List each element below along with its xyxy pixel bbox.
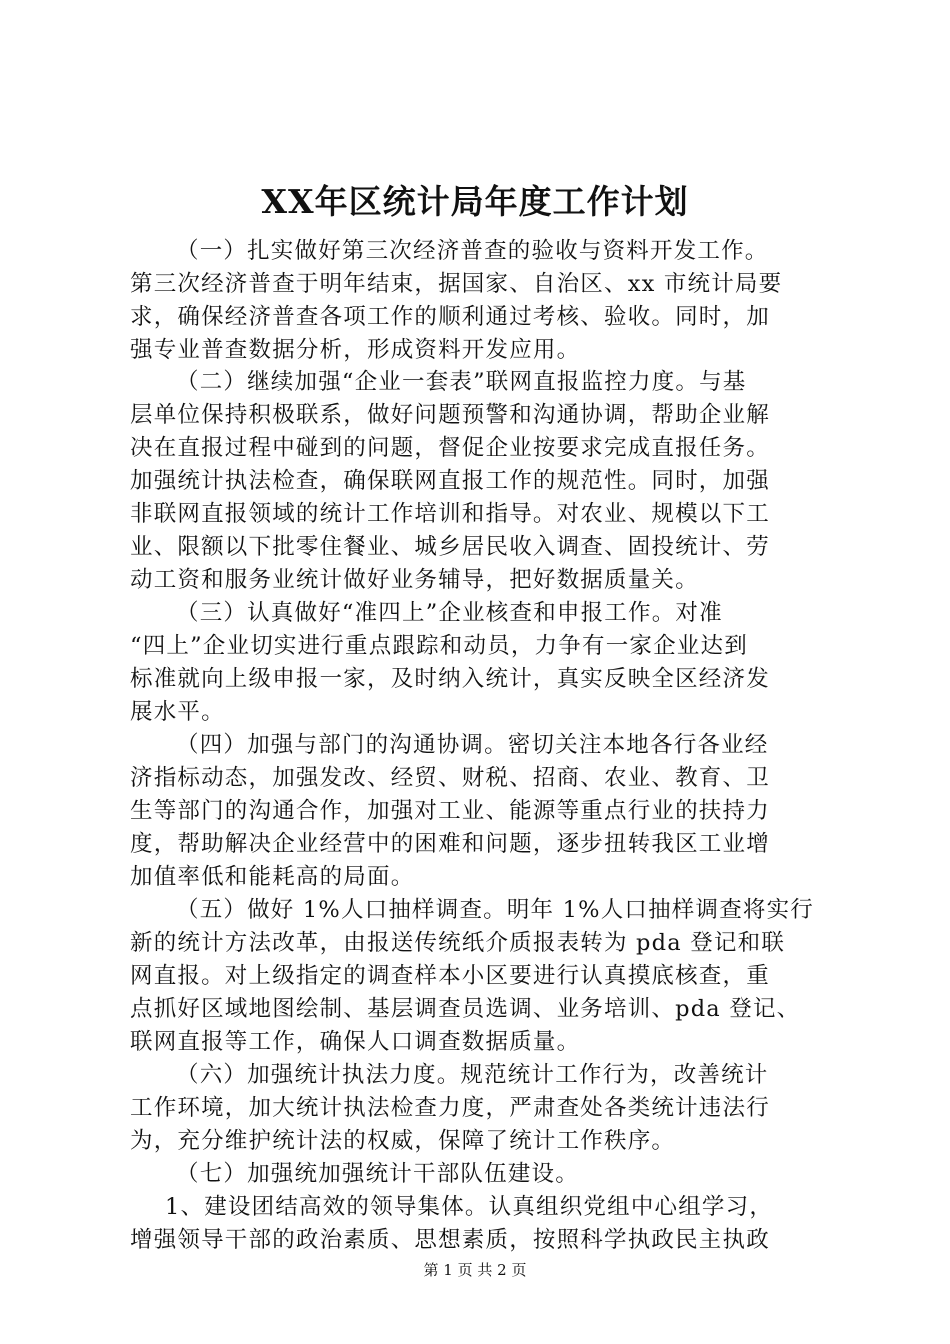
body-line: 工作环境，加大统计执法检查力度，严肃查处各类统计违法行 [130,1095,770,1121]
body-line: 点抓好区域地图绘制、基层调查员选调、业务培训、pda 登记、 [130,996,801,1022]
body-line: 为，充分维护统计法的权威，保障了统计工作秩序。 [130,1128,676,1154]
body-line: 动工资和服务业统计做好业务辅导，把好数据质量关。 [130,567,699,593]
body-line: 新的统计方法改革，由报送传统纸介质报表转为 pda 登记和联 [130,930,786,956]
body-line: 层单位保持积极联系，做好问题预警和沟通协调，帮助企业解 [130,402,770,428]
body-line: 求，确保经济普查各项工作的顺利通过考核、验收。同时，加 [130,304,770,330]
body-line: （五）做好 1%人口抽样调查。明年 1%人口抽样调查将实行 [176,897,814,923]
body-line: 加值率低和能耗高的局面。 [130,864,415,890]
body-line: 1、建设团结高效的领导集体。认真组织党组中心组学习， [165,1194,774,1220]
body-line: （三）认真做好“准四上”企业核查和申报工作。对准 [176,600,723,626]
body-line: 强专业普查数据分析，形成资料开发应用。 [130,337,581,363]
body-line: 展水平。 [130,699,225,725]
page-number: 第 1 页 共 2 页 [423,1261,527,1279]
body-line: 业、限额以下批零住餐业、城乡居民收入调查、固投统计、劳 [130,534,770,560]
body-line: （二）继续加强“企业一套表”联网直报监控力度。与基 [176,369,747,395]
body-line: 第三次经济普查于明年结束，据国家、自治区、xx 市统计局要 [130,271,783,297]
body-line: 济指标动态，加强发改、经贸、财税、招商、农业、教育、卫 [130,765,770,791]
body-line: 网直报。对上级指定的调查样本小区要进行认真摸底核查，重 [130,963,770,989]
body-line: （一）扎实做好第三次经济普查的验收与资料开发工作。 [176,238,769,264]
body-line: （七）加强统加强统计干部队伍建设。 [176,1161,579,1187]
body-line: 增强领导干部的政治素质、思想素质，按照科学执政民主执政 [130,1227,770,1253]
body-line: 度，帮助解决企业经营中的困难和问题，逐步扭转我区工业增 [130,831,770,857]
body-line: （六）加强统计执法力度。规范统计工作行为，改善统计 [176,1062,769,1088]
body-line: 联网直报等工作，确保人口调查数据质量。 [130,1029,581,1055]
body-line: 非联网直报领域的统计工作培训和指导。对农业、规模以下工 [130,501,770,527]
body-line: 标准就向上级申报一家，及时纳入统计，真实反映全区经济发 [130,666,770,692]
document-title: XX年区统计局年度工作计划 [261,182,689,221]
body-line: 生等部门的沟通合作，加强对工业、能源等重点行业的扶持力 [130,798,770,824]
body-line: 决在直报过程中碰到的问题，督促企业按要求完成直报任务。 [130,435,770,461]
body-line: 加强统计执法检查，确保联网直报工作的规范性。同时，加强 [130,468,770,494]
body-line: “四上”企业切实进行重点跟踪和动员，力争有一家企业达到 [130,633,748,659]
body-line: （四）加强与部门的沟通协调。密切关注本地各行各业经 [176,732,769,758]
